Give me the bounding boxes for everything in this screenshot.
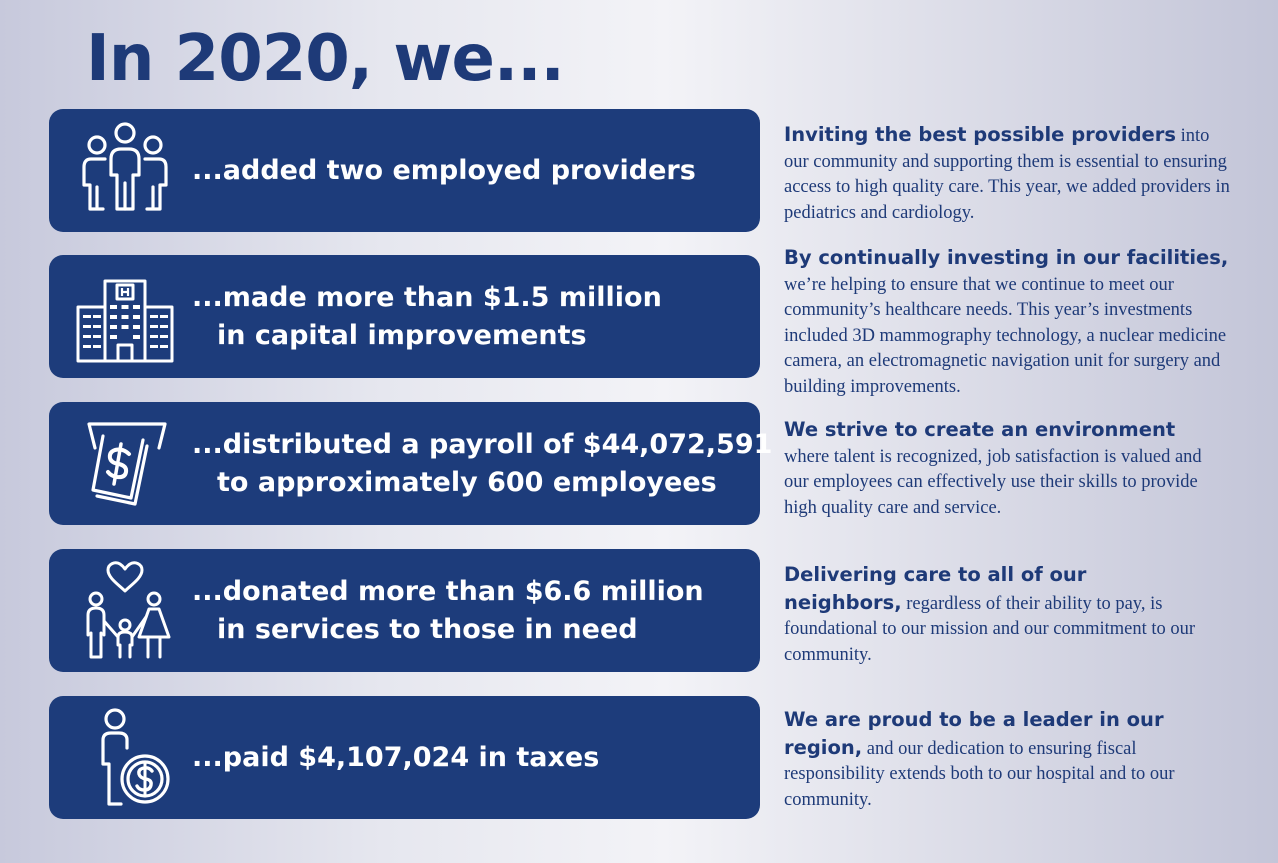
- description-lead: Inviting the best possible providers: [784, 123, 1176, 146]
- family-heart-icon: [75, 561, 175, 661]
- card-statement-line: ...donated more than $6.6 million: [192, 575, 704, 607]
- description-environment: [784, 417, 1224, 521]
- card-statement-line: in capital improvements: [217, 319, 587, 351]
- description-body: and our dedication to ensuring fiscal responsibility extends both to our hospital and to our community.: [784, 738, 1175, 810]
- card-payroll: [49, 402, 773, 525]
- description-body: regardless of their ability to pay, is foundational to our mission and our commitment to our community.: [784, 593, 1196, 665]
- card-capital-improvements: [49, 255, 760, 378]
- description-body: we’re helping to ensure that we continue to meet our community’s healthcare needs. This year’s investments included 3D mammography technology, a nuclear medicine camera, an electromagnetic navigation unit for surgery and building improvements.: [784, 274, 1227, 397]
- description-body: where talent is recognized, job satisfaction is valued and our employees can effectively use their skills to provide high quality care and service.: [784, 446, 1202, 518]
- description-lead: By continually investing in our facilities,: [784, 246, 1229, 269]
- card-taxes: [49, 696, 760, 819]
- description-facilities: [784, 245, 1259, 400]
- card-statement: [192, 279, 662, 355]
- people-group-icon: [75, 121, 175, 221]
- description-lead: We strive to create an environment: [784, 418, 1176, 441]
- headline: In 2020, we...: [86, 22, 564, 96]
- card-statement: [192, 573, 704, 649]
- card-statement: [192, 739, 599, 777]
- card-statement-line: ...paid $4,107,024 in taxes: [192, 741, 600, 773]
- hospital-building-icon: [75, 267, 175, 367]
- description-neighbors: [784, 562, 1204, 668]
- card-statement-line: to approximately 600 employees: [217, 466, 717, 498]
- description-lead: We are proud to be a leader in our region,: [784, 708, 1164, 759]
- card-providers: [49, 109, 760, 232]
- card-statement-line: ...made more than $1.5 million: [192, 281, 662, 313]
- card-donations: [49, 549, 760, 672]
- description-body: into our community and supporting them is essential to ensuring access to high quality care. This year, we added providers in pediatrics and cardiology.: [784, 126, 1230, 223]
- description-lead: Delivering care to all of our neighbors,: [784, 563, 1087, 614]
- person-dollar-icon: [75, 708, 175, 808]
- card-statement: [192, 426, 772, 502]
- card-statement-line: in services to those in need: [217, 613, 638, 645]
- card-statement: [192, 152, 696, 190]
- payroll-check-icon: [75, 414, 175, 514]
- description-providers: [784, 122, 1234, 226]
- description-leader: [784, 707, 1194, 813]
- card-statement-line: ...distributed a payroll of $44,072,591: [192, 428, 773, 460]
- card-statement-line: ...added two employed providers: [192, 154, 696, 186]
